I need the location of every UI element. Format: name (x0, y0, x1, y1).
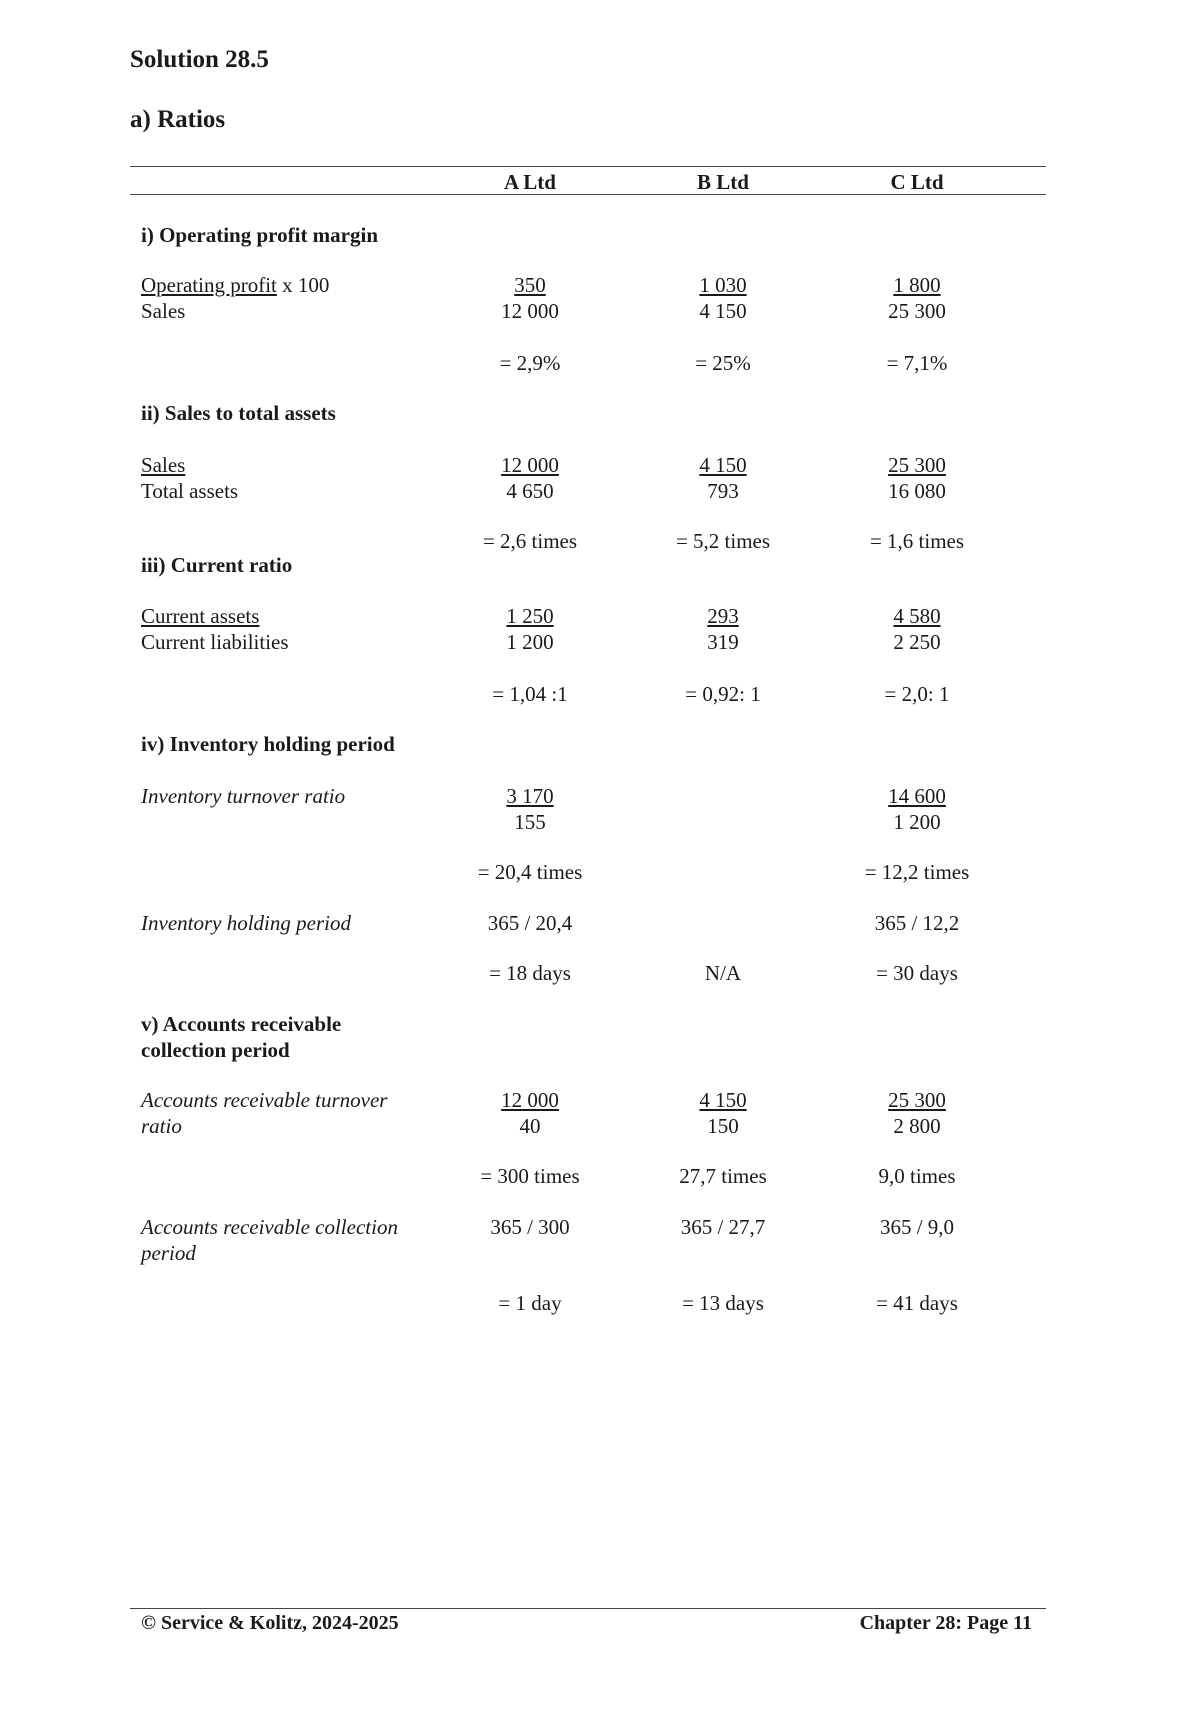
calc-value: 365 / 9,0 (879, 1215, 955, 1239)
inventory-turnover-label: Inventory turnover ratio (141, 784, 346, 808)
label-line-1: Accounts receivable collection (141, 1215, 398, 1239)
section-title-receivables (141, 1011, 341, 1063)
column-header-c: C Ltd (890, 170, 944, 194)
numerator-value: 293 (707, 604, 739, 628)
denominator-value: 319 (707, 630, 739, 654)
numerator-value: 4 580 (893, 604, 941, 628)
column-header-a: A Ltd (504, 170, 556, 194)
label-line-2: ratio (141, 1114, 182, 1138)
numerator-suffix: x 100 (276, 273, 330, 297)
column-header-b: B Ltd (697, 170, 749, 194)
result-value: 27,7 times (679, 1164, 767, 1188)
numerator-value: 14 600 (888, 784, 946, 808)
result-value: = 20,4 times (477, 860, 583, 884)
denominator-value: 4 650 (506, 479, 554, 503)
section-heading: a) Ratios (130, 106, 226, 133)
result-value: 9,0 times (878, 1164, 956, 1188)
section-title-operating-profit: i) Operating profit margin (141, 223, 379, 247)
title-line-1: v) Accounts receivable (141, 1012, 342, 1036)
denominator-value: 155 (514, 810, 546, 834)
denominator-value: 150 (707, 1114, 739, 1138)
result-value: = 5,2 times (675, 529, 771, 553)
numerator-value: 1 800 (893, 273, 941, 297)
result-value: = 0,92: 1 (685, 682, 761, 706)
table-top-rule (130, 166, 1046, 167)
days-value: N/A (704, 961, 742, 985)
footer-page-number: Chapter 28: Page 11 (859, 1612, 1032, 1634)
denominator-value: 1 200 (506, 630, 554, 654)
calc-value: 365 / 300 (490, 1215, 570, 1239)
denominator-value: 2 800 (893, 1114, 941, 1138)
result-value: = 1,6 times (869, 529, 965, 553)
denominator-value: 2 250 (893, 630, 941, 654)
numerator-underlined: Operating profit (141, 273, 277, 297)
result-value: = 2,6 times (482, 529, 578, 553)
label-line-1: Accounts receivable turnover (141, 1088, 388, 1112)
formula-numerator-label: Sales (141, 453, 186, 477)
result-value: = 7,1% (886, 351, 948, 375)
denominator-value: 16 080 (888, 479, 946, 503)
calc-value: 365 / 12,2 (874, 911, 960, 935)
formula-denominator-label: Total assets (141, 479, 239, 503)
numerator-value: 1 030 (699, 273, 747, 297)
numerator-value: 25 300 (888, 1088, 946, 1112)
days-value: = 18 days (489, 961, 571, 985)
receivables-period-label (141, 1214, 398, 1266)
result-value: = 300 times (480, 1164, 580, 1188)
result-value: = 12,2 times (864, 860, 970, 884)
inventory-period-label: Inventory holding period (141, 911, 351, 935)
result-value: = 2,0: 1 (884, 682, 950, 706)
days-value: = 30 days (876, 961, 958, 985)
formula-denominator-label: Sales (141, 299, 186, 323)
numerator-value: 25 300 (888, 453, 946, 477)
days-value: = 1 day (498, 1291, 562, 1315)
denominator-value: 25 300 (888, 299, 946, 323)
section-title-sales-to-assets: ii) Sales to total assets (141, 401, 336, 425)
numerator-value: 3 170 (506, 784, 554, 808)
label-line-2: period (141, 1241, 196, 1265)
days-value: = 41 days (876, 1291, 958, 1315)
denominator-value: 793 (707, 479, 739, 503)
numerator-value: 12 000 (501, 1088, 559, 1112)
numerator-value: 12 000 (501, 453, 559, 477)
result-value: = 25% (695, 351, 751, 375)
numerator-value: 4 150 (699, 1088, 747, 1112)
result-value: = 2,9% (499, 351, 561, 375)
page-title: Solution 28.5 (130, 46, 269, 73)
footer-copyright: © Service & Kolitz, 2024-2025 (141, 1612, 399, 1634)
title-line-2: collection period (141, 1038, 290, 1062)
section-title-inventory: iv) Inventory holding period (141, 732, 395, 756)
result-value: = 1,04 :1 (492, 682, 568, 706)
receivables-turnover-label (141, 1087, 387, 1139)
calc-value: 365 / 27,7 (680, 1215, 766, 1239)
denominator-value: 12 000 (501, 299, 559, 323)
footer-rule (130, 1608, 1046, 1609)
numerator-value: 350 (514, 273, 546, 297)
formula-denominator-label: Current liabilities (141, 630, 289, 654)
formula-numerator-label: Current assets (141, 604, 260, 628)
section-title-current-ratio: iii) Current ratio (141, 553, 293, 577)
table-header-rule (130, 194, 1046, 195)
formula-numerator-label (141, 272, 329, 298)
denominator-value: 4 150 (699, 299, 747, 323)
numerator-value: 4 150 (699, 453, 747, 477)
days-value: = 13 days (682, 1291, 764, 1315)
numerator-value: 1 250 (506, 604, 554, 628)
denominator-value: 1 200 (893, 810, 941, 834)
denominator-value: 40 (519, 1114, 541, 1138)
calc-value: 365 / 20,4 (487, 911, 573, 935)
